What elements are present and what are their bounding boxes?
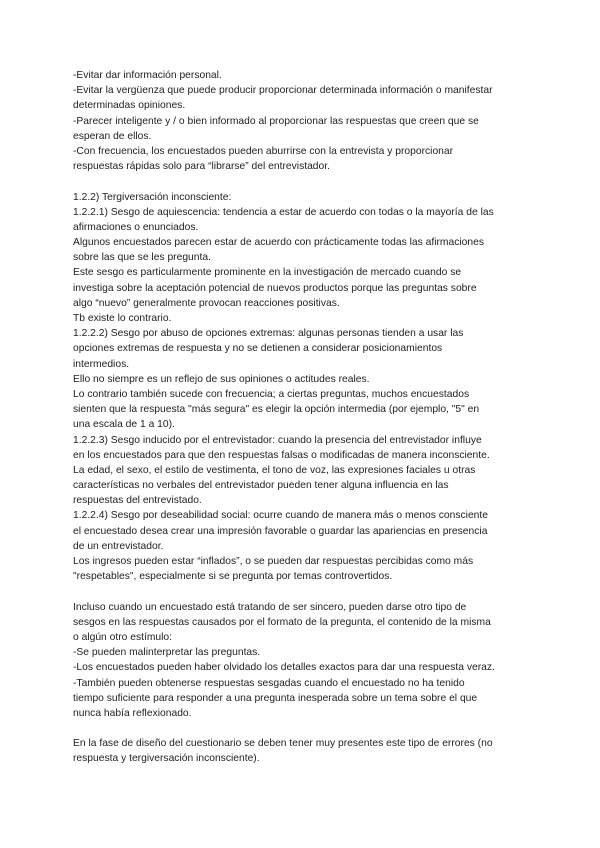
- text-line: afirmaciones o enunciados.: [73, 221, 199, 233]
- text-line: el encuestado desea crear una impresión favorable o guardar las apariencias en presencia: [73, 525, 488, 537]
- text-line: en los encuestados para que den respuestas falsas o modificadas de manera inconsciente.: [73, 449, 490, 461]
- text-line: algo “nuevo” generalmente provocan reacciones positivas.: [73, 297, 340, 309]
- text-line: Algunos encuestados parecen estar de acuerdo con prácticamente todas las afirmaciones: [73, 237, 484, 249]
- text-line: En la fase de diseño del cuestionario se deben tener muy presentes este tipo de errores (no: [73, 738, 493, 750]
- text-line: "respetables", especialmente si se pregunta por temas controvertidos.: [73, 571, 393, 583]
- paragraph-incluso: [73, 600, 535, 722]
- text-line: o algún otro estímulo:: [73, 631, 173, 643]
- text-line: -Evitar dar información personal.: [73, 70, 222, 81]
- text-line: respuesta y tergiversación inconsciente).: [73, 753, 260, 765]
- text-line: una escala de 1 a 10).: [73, 419, 175, 431]
- text-line: esperan de ellos.: [73, 130, 152, 142]
- text-line: 1.2.2.4) Sesgo por deseabilidad social: ocurre cuando de manera más o menos consciente: [73, 510, 488, 522]
- text-line: respuestas del entrevistado.: [73, 495, 202, 507]
- paragraph-gap: [73, 721, 535, 736]
- text-line: -Se pueden malinterpretar las preguntas.: [73, 647, 261, 659]
- text-line: respuestas rápidas solo para “librarse” del entrevistador.: [73, 161, 330, 173]
- text-line: sienten que la respuesta "más segura" es elegir la opción intermedia (por ejemplo, "5" en: [73, 404, 480, 416]
- text-line: Ello no siempre es un reflejo de sus opiniones o actitudes reales.: [73, 373, 370, 385]
- paragraph-fase-diseno: [73, 736, 535, 766]
- text-line: 1.2.2.1) Sesgo de aquiescencia: tendencia a estar de acuerdo con todas o la mayoría de las: [73, 206, 494, 218]
- text-line: investiga sobre la aceptación potencial de nuevos productos porque las preguntas sobre: [73, 282, 477, 294]
- text-line: características no verbales del entrevistador pueden tener alguna influencia en las: [73, 480, 449, 492]
- section-tergiversacion-inconsciente: [73, 190, 535, 585]
- paragraph-gap: [73, 584, 535, 599]
- document-body: [73, 68, 535, 767]
- text-line: opciones extremas de respuesta y no se detienen a considerar posicionamientos: [73, 343, 443, 355]
- text-line: Los ingresos pueden estar “inflados”, o se pueden dar respuestas percibidas como más: [73, 556, 474, 567]
- text-line: determinadas opiniones.: [73, 100, 186, 112]
- text-line: -También pueden obtenerse respuestas sesgadas cuando el encuestado no ha tenido: [73, 677, 465, 689]
- text-line: 1.2.2.2) Sesgo por abuso de opciones extremas: algunas personas tienden a usar las: [73, 328, 464, 340]
- text-line: Lo contrario también sucede con frecuencia; a ciertas preguntas, muchos encuestados: [73, 388, 470, 400]
- paragraph-evitar: [73, 68, 535, 174]
- text-line: sobre las que se les pregunta.: [73, 252, 211, 264]
- text-line: Este sesgo es particularmente prominente en la investigación de mercado cuando se: [73, 267, 462, 279]
- text-line: Tb existe lo contrario.: [73, 313, 172, 324]
- text-line: 1.2.2.3) Sesgo inducido por el entrevistador: cuando la presencia del entrevistador influye: [73, 434, 482, 446]
- text-line: -Evitar la vergüenza que puede producir proporcionar determinada información o manifestar: [73, 85, 493, 97]
- text-line: sesgos en las respuestas causados por el formato de la pregunta, el contenido de la misma: [73, 616, 491, 628]
- text-line: nunca había reflexionado.: [73, 707, 192, 719]
- text-line: -Con frecuencia, los encuestados pueden aburrirse con la entrevista y proporcionar: [73, 145, 454, 157]
- paragraph-gap: [73, 174, 535, 189]
- text-line: -Parecer inteligente y / o bien informado al proporcionar las respuestas que creen que se: [73, 115, 479, 127]
- text-line: Incluso cuando un encuestado está tratando de ser sincero, pueden darse otro tipo de: [73, 601, 467, 613]
- text-line: de un entrevistador.: [73, 540, 164, 552]
- text-line: -Los encuestados pueden haber olvidado los detalles exactos para dar una respuesta veraz.: [73, 662, 495, 674]
- section-heading: 1.2.2) Tergiversación inconsciente:: [73, 191, 232, 203]
- text-line: tiempo suficiente para responder a una pregunta inesperada sobre un tema sobre el que: [73, 692, 478, 704]
- text-line: intermedios.: [73, 358, 130, 370]
- text-line: La edad, el sexo, el estilo de vestimenta, el tono de voz, las expresiones faciales u otras: [73, 464, 476, 476]
